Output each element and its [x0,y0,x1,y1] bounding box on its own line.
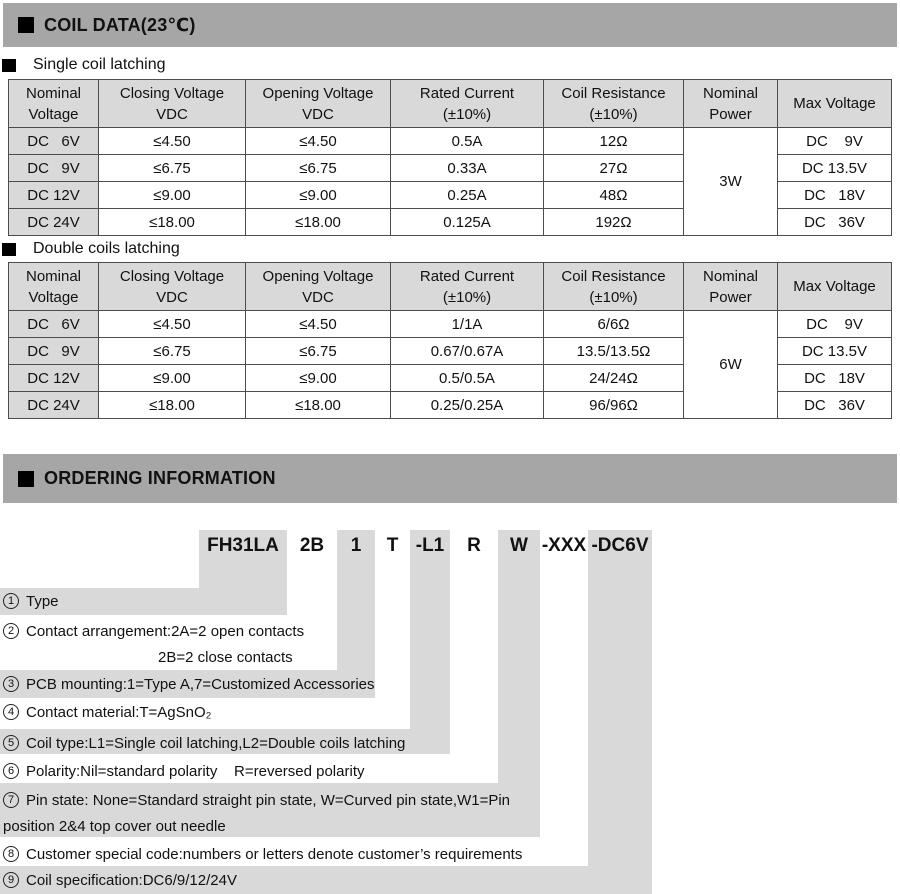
table-row [9,311,892,338]
note-coil-spec: 9 Coil specification:DC6/9/12/24V [3,869,237,891]
header-closing-voltage: Closing Voltage VDC [99,263,246,311]
note-special-code: 8 Customer special code:numbers or letters denote customer’s requirements [3,843,522,865]
cell-opening: ≤9.00 [246,182,391,209]
cell-current: 0.5A [391,128,544,155]
ordering-information-title: ORDERING INFORMATION [44,468,276,488]
code-part-contact-material: T [386,535,399,556]
note-contact-arrangement: 2 Contact arrangement:2A=2 open contacts [3,620,304,642]
circled-number-icon: 3 [3,676,19,692]
cell-opening: ≤18.00 [246,209,391,236]
cell-closing: ≤9.00 [99,365,246,392]
cell-opening: ≤18.00 [246,392,391,419]
cell-opening: ≤6.75 [246,338,391,365]
header-nominal-power: Nominal Power [684,263,778,311]
cell-current: 1/1A [391,311,544,338]
coil-data-title: COIL DATA(23℃) [44,14,196,35]
ordering-information-banner [3,454,897,503]
cell-max-voltage: DC 13.5V [778,338,892,365]
header-opening-voltage: Opening Voltage VDC [246,80,391,128]
cell-current: 0.125A [391,209,544,236]
double-coil-section-label [2,239,180,259]
circled-number-icon: 4 [3,704,19,720]
header-nominal-power: Nominal Power [684,80,778,128]
cell-closing: ≤6.75 [99,338,246,365]
cell-opening: ≤4.50 [246,311,391,338]
circled-number-icon: 7 [3,792,19,808]
cell-max-voltage: DC 9V [778,311,892,338]
cell-nominal: DC 12V [9,182,99,209]
code-part-series: FH31LA [207,535,279,556]
circled-number-icon: 1 [3,593,19,609]
code-part-coil-type: -L1 [415,535,445,556]
diagram-column-coil-spec [588,530,652,894]
single-coil-table [8,79,892,236]
cell-resistance: 12Ω [544,128,684,155]
code-part-special-code: -XXX [541,535,587,556]
circled-number-icon: 8 [3,846,19,862]
cell-nominal: DC 24V [9,209,99,236]
double-coil-table [8,262,892,419]
cell-closing: ≤4.50 [99,128,246,155]
circled-number-icon: 9 [3,872,19,888]
cell-max-voltage: DC 9V [778,128,892,155]
table-header-row [9,263,892,311]
note-pin-state-line2: position 2&4 top cover out needle [3,817,226,835]
cell-closing: ≤9.00 [99,182,246,209]
cell-closing: ≤18.00 [99,392,246,419]
header-closing-voltage: Closing Voltage VDC [99,80,246,128]
table-header-row [9,80,892,128]
section-label-text: Double coils latching [33,240,180,257]
cell-closing: ≤18.00 [99,209,246,236]
cell-resistance: 24/24Ω [544,365,684,392]
cell-nominal: DC 12V [9,365,99,392]
cell-current: 0.33A [391,155,544,182]
cell-resistance: 96/96Ω [544,392,684,419]
cell-resistance: 13.5/13.5Ω [544,338,684,365]
cell-opening: ≤6.75 [246,155,391,182]
cell-opening: ≤9.00 [246,365,391,392]
header-nominal-voltage: Nominal Voltage [9,80,99,128]
note-type: 1 Type [3,590,59,612]
section-square-icon [18,471,34,487]
cell-nominal: DC 6V [9,311,99,338]
cell-current: 0.25A [391,182,544,209]
cell-max-voltage: DC 18V [778,182,892,209]
header-coil-resistance: Coil Resistance (±10%) [544,263,684,311]
cell-resistance: 192Ω [544,209,684,236]
cell-nominal: DC 9V [9,155,99,182]
cell-current: 0.25/0.25A [391,392,544,419]
cell-nominal: DC 24V [9,392,99,419]
coil-data-banner [3,3,897,47]
circled-number-icon: 2 [3,623,19,639]
cell-nominal: DC 6V [9,128,99,155]
cell-current: 0.5/0.5A [391,365,544,392]
cell-current: 0.67/0.67A [391,338,544,365]
header-rated-current: Rated Current (±10%) [391,263,544,311]
bullet-square-icon [2,59,16,72]
cell-resistance: 6/6Ω [544,311,684,338]
header-coil-resistance: Coil Resistance (±10%) [544,80,684,128]
note-pin-state: 7 Pin state: None=Standard straight pin state, W=Curved pin state,W1=Pin [3,789,510,811]
cell-nominal-power: 6W [684,311,778,419]
code-part-contact-arrangement: 2B [299,535,325,556]
note-contact-arrangement-line2: 2B=2 close contacts [158,648,293,666]
code-part-pcb-mounting: 1 [350,535,362,556]
header-max-voltage: Max Voltage [778,263,892,311]
cell-nominal: DC 9V [9,338,99,365]
note-coil-type: 5 Coil type:L1=Single coil latching,L2=Double coils latching [3,732,405,754]
circled-number-icon: 5 [3,735,19,751]
bullet-square-icon [2,243,16,256]
header-max-voltage: Max Voltage [778,80,892,128]
cell-nominal-power: 3W [684,128,778,236]
note-pcb-mounting: 3 PCB mounting:1=Type A,7=Customized Accessories [3,673,375,695]
header-rated-current: Rated Current (±10%) [391,80,544,128]
code-part-pin-state: W [510,535,528,556]
code-part-coil-spec: -DC6V [591,535,649,556]
cell-closing: ≤4.50 [99,311,246,338]
table-row [9,128,892,155]
cell-opening: ≤4.50 [246,128,391,155]
single-coil-section-label [2,55,166,75]
diagram-column-coil-type [410,530,450,754]
cell-closing: ≤6.75 [99,155,246,182]
cell-resistance: 27Ω [544,155,684,182]
cell-resistance: 48Ω [544,182,684,209]
cell-max-voltage: DC 36V [778,392,892,419]
header-opening-voltage: Opening Voltage VDC [246,263,391,311]
note-polarity: 6 Polarity:Nil=standard polarity R=reversed polarity [3,760,364,782]
note-contact-material: 4 Contact material:T=AgSnO₂ [3,701,212,723]
section-square-icon [18,17,34,33]
header-nominal-voltage: Nominal Voltage [9,263,99,311]
cell-max-voltage: DC 36V [778,209,892,236]
cell-max-voltage: DC 18V [778,365,892,392]
cell-max-voltage: DC 13.5V [778,155,892,182]
circled-number-icon: 6 [3,763,19,779]
section-label-text: Single coil latching [33,56,166,73]
code-part-polarity: R [467,535,481,556]
